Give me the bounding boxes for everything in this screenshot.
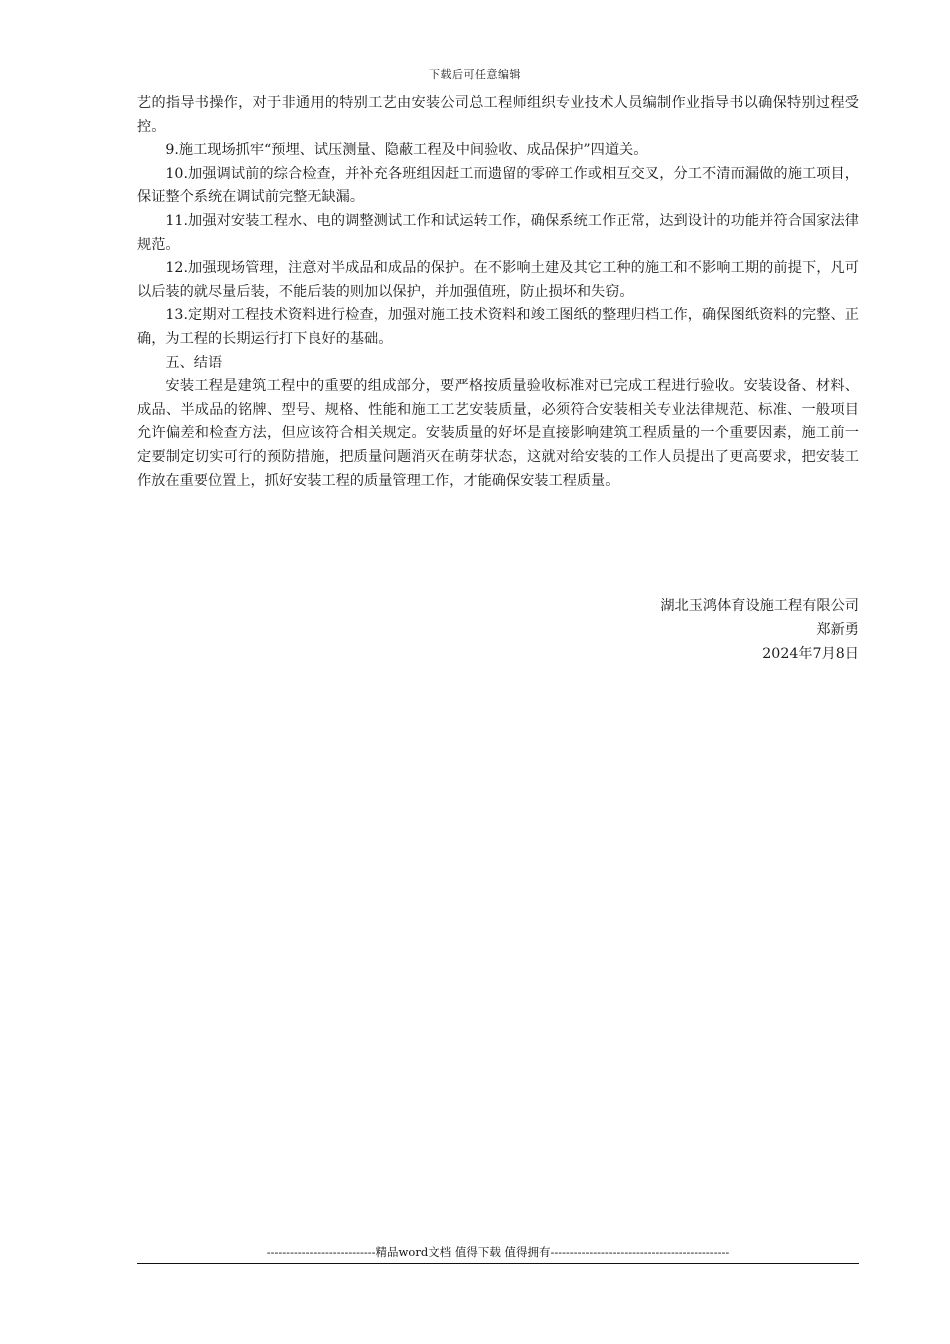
paragraph-item-11: 11.加强对安装工程水、电的调整测试工作和试运转工作，确保系统工作正常，达到设计的功能并符合国家法律规范。	[137, 212, 859, 253]
footer-text: ----------------------------精品word文档 值得下载 值得拥有----------------------------------------------	[266, 1245, 730, 1259]
section-heading-conclusion: 五、结语	[165, 354, 223, 371]
paragraph-conclusion: 安装工程是建筑工程中的重要的组成部分，要严格按质量验收标准对已完成工程进行验收。安装设备、材料、成品、半成品的铭牌、型号、规格、性能和施工工艺安装质量，必须符合安装相关专业法律规范、标准、一般项目允许偏差和检查方法，但应该符合相关规定。安装质量的好坏是直接影响建筑工程质量的一个重要因素，施工前一定要制定切实可行的预防措施，把质量问题消灭在萌芽状态，这就对给安装的工作人员提出了更高要求，把安装工作放在重要位置上，抓好安装工程的质量管理工作，才能确保安装工程质量。	[137, 378, 859, 489]
signature-author: 郑新勇	[816, 622, 859, 638]
document-body	[137, 92, 859, 493]
paragraph-item-10: 10.加强调试前的综合检查，并补充各班组因赶工而遗留的零碎工作或相互交叉，分工不清而漏做的施工项目，保证整个系统在调试前完整无缺漏。	[137, 165, 859, 206]
paragraph-item-13: 13.定期对工程技术资料进行检查，加强对施工技术资料和竣工图纸的整理归档工作，确保图纸资料的完整、正确，为工程的长期运行打下良好的基础。	[137, 307, 859, 347]
paragraph-continuation: 艺的指导书操作，对于非通用的特别工艺由安装公司总工程师组织专业技术人员编制作业指导书以确保特别过程受控。	[137, 95, 859, 135]
footer-rule	[137, 1263, 859, 1264]
signature-company: 湖北玉鸿体育设施工程有限公司	[660, 598, 859, 614]
paragraph-item-12: 12.加强现场管理，注意对半成品和成品的保护。在不影响土建及其它工种的施工和不影响工期的前提下，凡可以后装的就尽量后装，不能后装的则加以保护，并加强值班，防止损坏和失窃。	[137, 260, 859, 300]
signature-block	[660, 594, 859, 666]
signature-date: 2024年7月8日	[762, 646, 859, 662]
header-note: 下载后可任意编辑	[429, 68, 521, 81]
paragraph-item-9: 9.施工现场抓牢“预埋、试压测量、隐蔽工程及中间验收、成品保护”四道关。	[165, 142, 648, 159]
